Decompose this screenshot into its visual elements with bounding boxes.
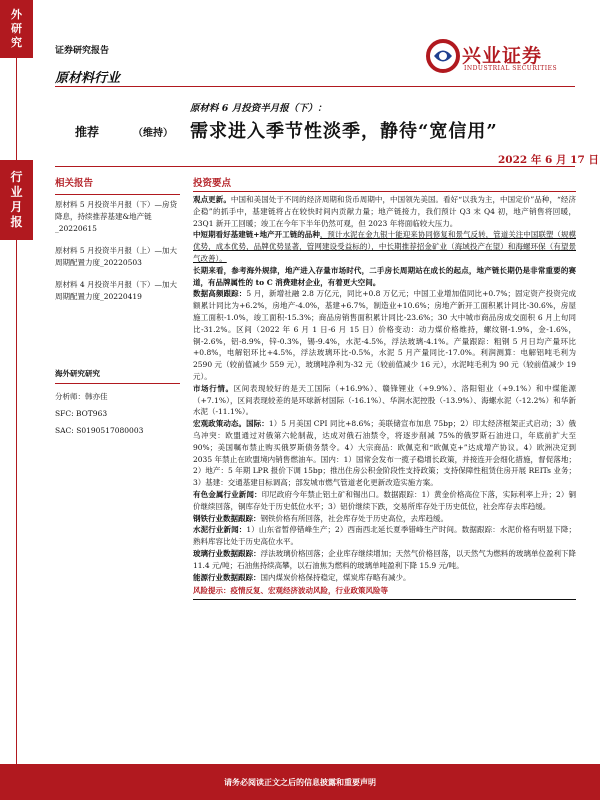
rating: 推荐 xyxy=(75,125,100,139)
paragraph-glass: 玻璃行业数据跟踪：浮法玻璃价格回落；企业库存继续增加；天然气价格回落，以天然气为燃料的玻璃单位盈利下降 11.4 元/吨；石油焦持续高攀，以石油焦为燃料的玻璃单吨盈利下降 15.9 元/吨。 xyxy=(193,548,577,570)
related-reports-title: 相关报告 xyxy=(55,178,94,189)
paragraph-long-term: 长期来看，参考海外规律，地产进入存量市场时代，二手房长周期站在成长的起点，地产链长期仍是非常重要的赛道，有品牌属性的 to C 消费建材企业，有着更大空间。 xyxy=(193,265,576,287)
report-subtitle: 原材料 6 月投资半月报（下）： xyxy=(190,103,327,114)
logo-english: INDUSTRIAL SECURITIES xyxy=(464,65,558,72)
sidebar-divider xyxy=(16,58,17,160)
logo-mark-icon xyxy=(426,39,460,73)
risk-warning: 风险提示：疫情反复、宏观经济波动风险，行业政策风险等 xyxy=(193,586,388,596)
report-title: 需求进入季节性淡季，静待“宽信用” xyxy=(190,121,498,142)
sidebar-char: 业 xyxy=(10,185,23,199)
logo-name: 兴业证券 xyxy=(462,45,543,67)
footer-disclaimer: 请务必阅读正文之后的信息披露和重要声明 xyxy=(0,764,600,800)
sidebar-char: 究 xyxy=(11,36,22,49)
sidebar-char: 报 xyxy=(10,215,23,229)
report-date: 2022 年 6 月 17 日 xyxy=(498,154,599,166)
related-report-link[interactable]: 原材料 5 月投资半月报（下）—房贷降息，持续推荐基建&地产链_20220615 xyxy=(55,200,178,233)
paragraph-nonferrous: 有色金属行业新闻：印尼政府今年禁止铝土矿和锡出口。数据跟踪：1）黄金价格高位下落，实际利率上升；2）铜价继续回落，铜库存处于历史低位水平；3）铝价继续下跌，交易所库存处于历史低位，社会库存去库趋缓。 xyxy=(193,489,576,511)
related-reports xyxy=(55,175,180,313)
title-divider xyxy=(55,166,575,167)
key-points-divider xyxy=(193,191,576,192)
paragraph-cement: 水泥行业新闻：1）山东省暂停错峰生产；2）西南西北延长夏季错峰生产时间。数据跟踪：水泥价格有明显下降；熟料库容比处于历史高位水平。 xyxy=(193,525,577,547)
sidebar-char: 研 xyxy=(11,22,22,35)
analyst-info xyxy=(55,365,180,439)
related-divider xyxy=(55,194,180,195)
sidebar-char: 月 xyxy=(10,200,23,214)
risk-divider xyxy=(193,599,576,600)
key-points-title: 投资要点 xyxy=(193,178,232,189)
paragraph-macro-policy: 宏观政策动态。国际：1）5 月美国 CPI 同比+8.6%；美联储宣布加息 75bp；2）印太经济框架正式启动；3）俄乌冲突：欧盟通过对俄第六轮制裁，达成对俄石油禁令，将逐步削减 75%的俄罗斯石油进口，年底前扩大至 90%；美国嘱布禁止购买俄罗斯债务禁令。4）大宗商品：欧佩克和“欧佩克+”达成增产协议。4）欧洲决定到 2035 年禁止在欧盟境内销售燃油车。国内：1）国常会发布一揽子稳增长政策，并接连开会细化措施，督促落地；2）地产：5 年期 LPR 报价下调 15bp；推出住房公积金阶段性支持政策；支持保障性租赁住房开展 REITs 业务；3）基建：交通基建目标调高；部发城市燃气管道老化更新改造实施方案。 xyxy=(193,419,577,488)
key-points xyxy=(193,175,576,600)
report-type: 证券研究报告 xyxy=(55,46,110,56)
paragraph-market: 市场行情。区间表现较好的是天工国际（+16.9%）、赣锋锂业（+9.9%）、洛阳钼业（+9.1%）和中煤能源（+7.1%），区间表现较差的是环球新材国际（-16.1%）、华润水泥控股（-13.9%）、海螺水泥（-12.2%）和华新水泥（-11.1%）。 xyxy=(193,383,576,417)
analyst-sfc: SFC: BOT963 xyxy=(55,409,108,418)
sidebar-divider xyxy=(16,240,17,800)
analyst-name: 分析师：韩亦佳 xyxy=(55,392,108,401)
related-report-link[interactable]: 原材料 5 月投资半月报（上）—加大周期配置力度_20220503 xyxy=(55,246,178,267)
sidebar-mid-block xyxy=(0,160,33,240)
header-divider xyxy=(55,86,575,87)
sidebar-char: 行 xyxy=(10,170,23,184)
sidebar-top-block xyxy=(0,0,33,58)
related-report-link[interactable]: 原材料 4 月投资半月报（下）—加大周期配置力度_20220419 xyxy=(55,280,178,301)
paragraph-short-term: 中短期看好基建链+地产开工链的品种，预计水泥在金九银十能迎来协同修复和景气反转，管道关注中国联塑（规模优势，成本优势，品牌优势显著，管网建设受益标的），中长期推荐招金矿业（海域投产在望）和海螺环保（有望景气改善）。 xyxy=(193,230,576,263)
paragraph-energy: 能源行业数据跟踪：国内煤炭价格保持稳定，煤炭库存略有减少。 xyxy=(193,572,411,582)
rating-note: （维持） xyxy=(133,128,173,139)
analyst-section-title: 海外研究研究 xyxy=(55,365,180,384)
paragraph-steel: 钢铁行业数据跟踪：钢铁价格有所回落，社会库存处于历史高位，去库趋缓。 xyxy=(193,513,448,523)
paragraph-view-update: 观点更新。中国和美国处于不同的经济周期和货币周期中，中国领先美国。看好“以我为主，中国定价”品种，“经济企稳”的抓手中，基建链将占在较快时间内贡献力量；地产链接力，我们预计 Q3 末 Q4 初，地产销售将回暖，23Q1 新开工回暖；竣工在今年下半年仍然可观，但 2023 年将面临较大压力。 xyxy=(193,195,577,228)
analyst-sac: SAC: S0190517080003 xyxy=(55,426,144,435)
paragraph-data-tracking: 数据高频跟踪：5 月，新增社融 2.8 万亿元，同比+0.8 万亿元；中国工业增加值同比+0.7%；固定资产投资完成额累计同比为+6.2%，房地产-4.0%，基建+6.7%，制造业+10.6%；房地产新开工面积累计同比-30.6%，房屋施工面积-1.0%，竣工面积-15.3%；商品房销售面积累计同比-23.6%；30 大中城市商品房成交面积 6 月上旬同比-31.2%。区间（2022 年 6 月 1 日-6 月 15 日）价格变动：动力煤价格维持，螺纹钢-1.9%，金-1.6%，铜-2.6%，铝-8.9%，锌-0.3%，锡-9.4%，水泥-4.5%，浮法玻璃-4.1%。产量跟踪：粗钢 5 月日均产量环比+0.8%，电解铝环比+4.5%，浮法玻璃环比-0.5%，水泥 5 月产量同比-17.0%。利润测算：电解铝吨毛利为 2590 元（较前值减少 559 元），玻璃吨净利为-32 元（较前值减少 16 元），水泥吨毛利为 90 元（较前值减少 19 元）。 xyxy=(193,289,577,381)
company-logo xyxy=(426,37,576,79)
left-sidebar xyxy=(0,0,33,800)
sidebar-char: 外 xyxy=(11,8,22,21)
industry-label: 原材料行业 xyxy=(55,71,121,86)
